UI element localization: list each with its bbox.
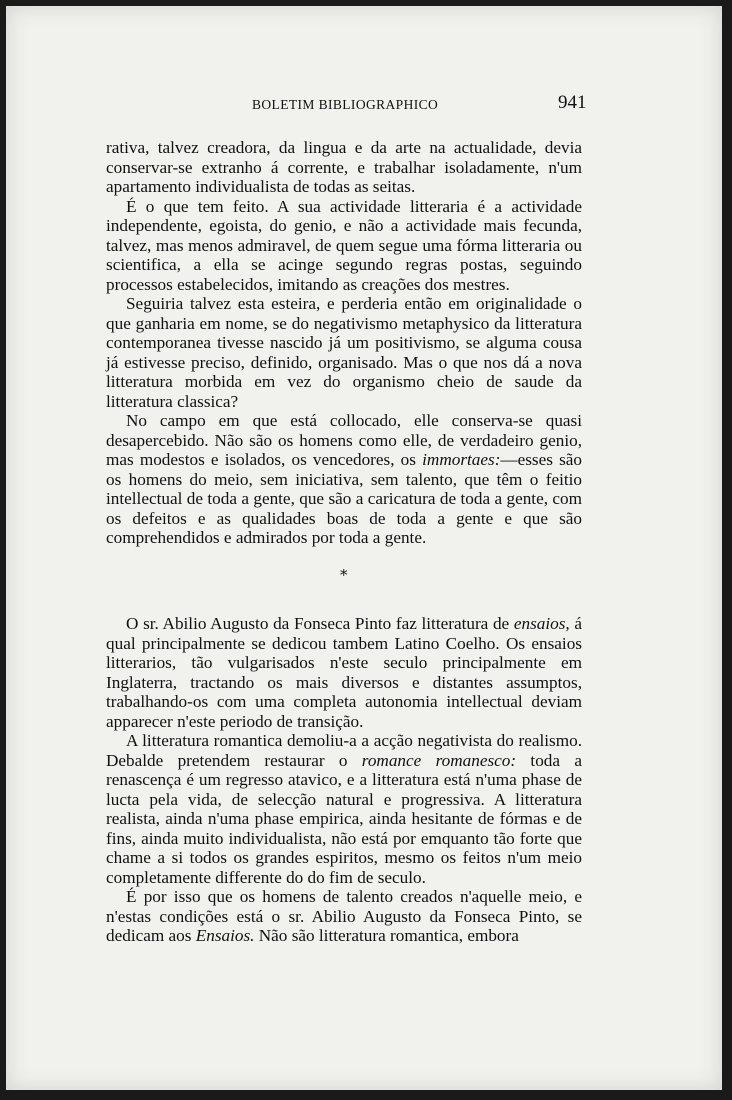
paragraph-1: rativa, talvez creadora, da lingua e da arte na actualidade, devia conservar-se extranho á corrente, e trabalhar isoladamente, n'um apartamento individualista de todas as seitas.	[106, 138, 582, 196]
book-page	[6, 6, 722, 1090]
paragraph-6	[106, 731, 582, 887]
paragraph-4-italic: immortaes:	[422, 450, 501, 469]
paragraph-7-italic: Ensaios.	[195, 926, 255, 945]
paragraph-5-italic: ensaios,	[513, 614, 570, 633]
paragraph-7-part-a: É por isso que os homens de talento creados n'aquelle meio, e n'estas condições está o sr. Abilio Augusto da Fonseca Pinto, se dedicam aos	[106, 887, 582, 945]
paragraph-6-part-b: toda a renascença é um regresso atavico, e a litteratura está n'uma phase de lucta pela vida, de selecção natural e progressiva. A litteratura realista, ainda n'uma phase empirica, ainda hesitante de fórmas e de fins, ainda muito individualista, não está por emquanto tão forte que chame a si todos os grandes espiritos, mesmo os feitos n'um meio completamente differente do do fim de seculo.	[106, 750, 582, 887]
paragraph-7-part-b: Não são litteratura romantica, embora	[254, 926, 519, 945]
paragraph-5	[106, 614, 582, 731]
paragraph-6-italic: romance romanesco:	[361, 750, 517, 770]
paragraph-3: Seguiria talvez esta esteira, e perderia então em originalidade o que ganharia em nome, se do negativismo metaphysico da litteratura contemporanea tivesse nascido já um positivismo, se alguma cousa já estivesse preciso, definido, organisado. Mas o que nos dá a nova litteratura morbida em vez do organismo cheio de saude da litteratura classica?	[106, 294, 582, 411]
text-block-bottom	[106, 614, 582, 946]
paragraph-4	[106, 411, 582, 548]
paragraph-6-part-a: A litteratura romantica demoliu-a a acção negativista do realismo. Debalde pretendem restaurar o	[106, 731, 582, 770]
paragraph-7	[106, 887, 582, 946]
section-separator-asterisk: *	[340, 566, 348, 584]
paragraph-4-part-b: —esses são os homens do meio, sem iniciativa, sem talento, que têm o feitio intellectual de toda a gente, que são a caricatura de toda a gente, com os defeitos e as qualidades boas de toda a gente e que são comprehendidos e admirados por toda a gente.	[106, 450, 582, 547]
text-block-top	[106, 138, 582, 548]
running-title: BOLETIM BIBLIOGRAPHICO	[252, 97, 439, 112]
page-header	[6, 94, 722, 118]
paragraph-5-part-b: á qual principalmente se dedicou tambem Latino Coelho. Os ensaios litterarios, tão vulgarisados n'este seculo principalmente em Inglaterra, tractando os mais diversos e distantes assumptos, trabalhando-os com uma completa autonomia intellectual deviam apparecer n'este periodo de transição.	[106, 614, 582, 731]
page-number: 941	[558, 92, 587, 113]
paragraph-5-part-a: O sr. Abilio Augusto da Fonseca Pinto faz litteratura de	[126, 614, 514, 633]
paragraph-4-part-a: No campo em que está collocado, elle conserva-se quasi desapercebido. Não são os homens como elle, de verdadeiro genio, mas modestos e isolados, os vencedores, os	[106, 411, 582, 469]
paragraph-2: É o que tem feito. A sua actividade litteraria é a actividade independente, egoista, do genio, e não a actividade mais fecunda, talvez, mas menos admiravel, de quem segue uma fórma litteraria ou scientifica, a ella se acinge segundo regras postas, seguindo processos estabelecidos, imitando as creações dos mestres.	[106, 196, 582, 294]
